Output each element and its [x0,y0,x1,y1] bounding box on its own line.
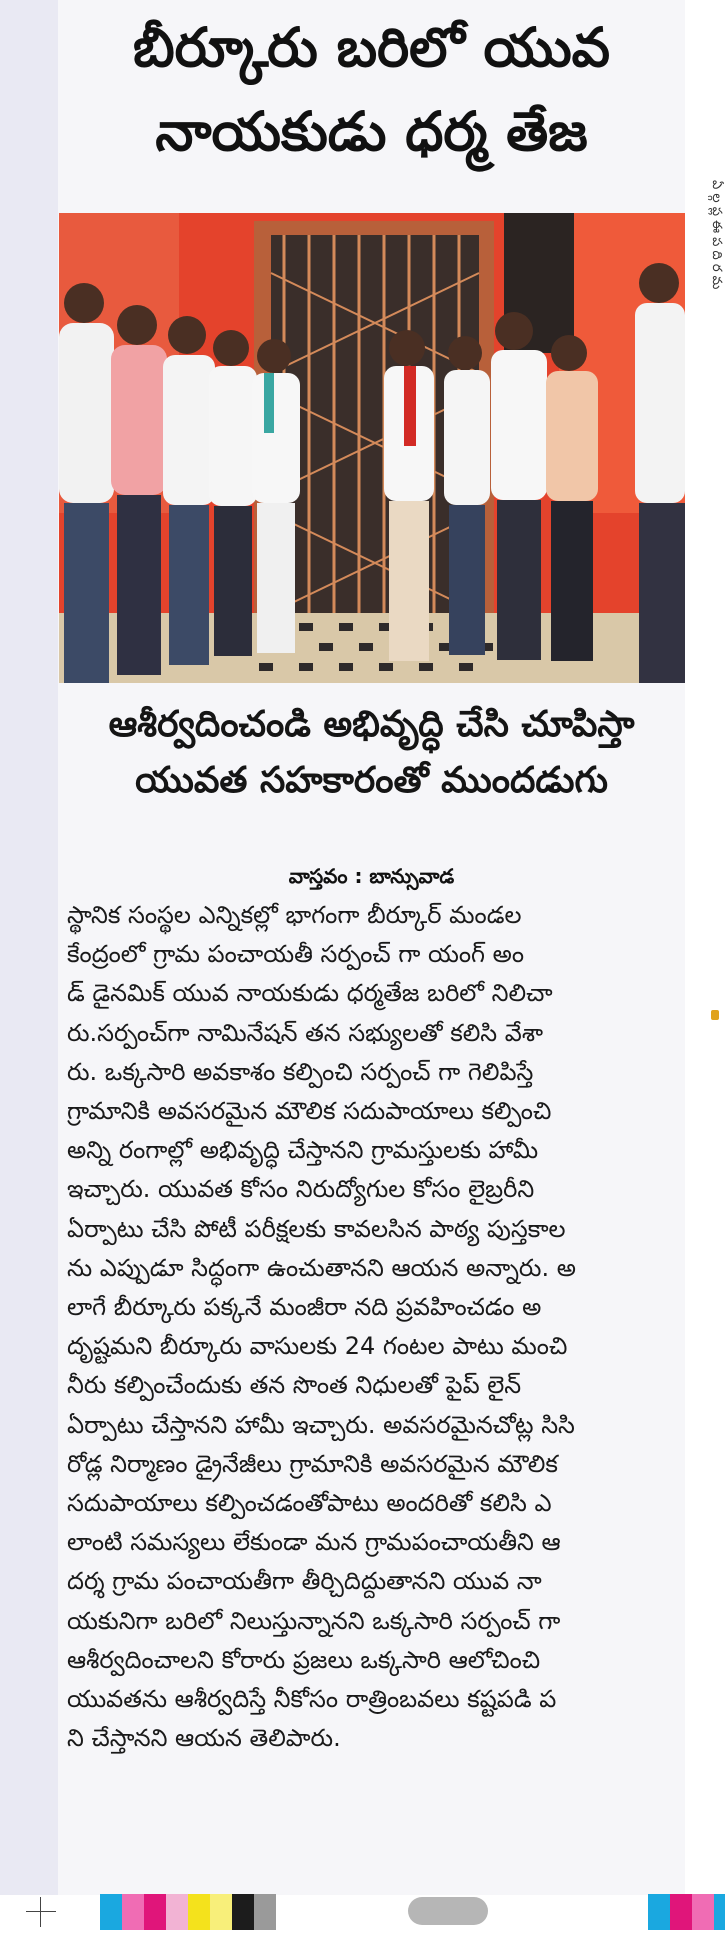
body-line: సదుపాయాలు కల్పించడంతోపాటు అందరితో కలిసి ఎ [67,1489,552,1518]
article-body [67,896,677,1758]
cyan-swatch-edge [714,1894,725,1930]
body-line: ను ఎప్పుడూ సిద్ధంగా ఉంచుతానని ఆయన అన్నారు. అ [67,1253,576,1282]
registration-mark-vertical [40,1897,41,1927]
body-line: ఏర్పాటు చేసి పోటీ పరీక్షలకు కావలసిన పాఠ్య పుస్తకాల [67,1214,566,1243]
subheadline-line-1: ఆశీర్వదించండి అభివృద్ధి చేసి చూపిస్తా [108,704,635,745]
body-line: కేంద్రంలో గ్రామ పంచాయతీ సర్పంచ్ గా యంగ్ అం [67,940,525,969]
adjacent-column-bullet [711,1010,719,1020]
yellow-swatch [188,1894,210,1930]
subheadline-line-2: యువత సహకారంతో ముందడుగు [135,760,608,801]
body-line: లాంటి సమస్యలు లేకుండా మన గ్రామపంచాయతీని ఆ [67,1528,561,1557]
magenta-swatch [144,1894,166,1930]
body-line: అన్ని రంగాల్లో అభివృద్ధి చేస్తానని గ్రామస్తులకు హామీ [67,1136,539,1165]
adjacent-column-text: ఏ ల్గ ప్ల ఈ ప ది ర మ [709,180,724,290]
headline-line-2: నాయకుడు ధర్మ తేజ [155,100,588,163]
gray-swatch [254,1894,276,1930]
body-line: డ్ డైనమిక్ యువ నాయకుడు ధర్మతేజ బరిలో నిలిచా [67,979,553,1008]
magenta-swatch-right [670,1894,692,1930]
headline [58,6,685,174]
registration-pill [408,1897,488,1925]
pink-swatch [166,1894,188,1930]
body-line: రోడ్ల నిర్మాణం డ్రైనేజీలు గ్రామానికి అవసరమైన మౌలిక [67,1449,558,1478]
body-line: రు.సర్పంచ్‌గా నామినేషన్ తన సభ్యులతో కలిసి వేశా [67,1018,544,1047]
byline: వాస్తవం : బాన్సువాడ [288,864,455,888]
news-photo [59,213,685,683]
body-line: యువతను ఆశీర్వదిస్తే నీకోసం రాత్రింబవలు కష్టపడి ప [67,1685,557,1714]
body-line: లాగే బీర్కూరు పక్కనే మంజీరా నది ప్రవహించడం అ [67,1293,542,1322]
body-line: ఇచ్చారు. యువత కోసం నిరుద్యోగుల కోసం లైబ్రరీని [67,1175,535,1204]
black-swatch [232,1894,254,1930]
light-magenta-swatch [122,1894,144,1930]
page-left-margin [0,0,58,1895]
body-line: గ్రామానికి అవసరమైన మౌలిక సదుపాయాలు కల్పించి [67,1097,552,1126]
pink-swatch-right [692,1894,714,1930]
body-line: దృష్టమని బీర్కూరు వాసులకు 24 గంటల పాటు మంచి [67,1332,568,1361]
body-line: నీరు కల్పించేందుకు తన సొంత నిధులతో పైప్ లైన్ [67,1371,522,1400]
headline-line-1: బీర్కూరు బరిలో యువ [132,16,611,79]
body-line: ఏర్పాటు చేస్తానని హామీ ఇచ్చారు. అవసరమైనచోట్ల సిసి [67,1410,575,1439]
body-line: రు. ఒక్కసారి అవకాశం కల్పించి సర్పంచ్ గా గెలిపిస్తే [67,1057,534,1086]
cyan-swatch [100,1894,122,1930]
body-line: స్థానిక సంస్థల ఎన్నికల్లో భాగంగా బీర్కూర్ మండల [67,901,522,929]
body-line: ఆశీర్వదించాలని కోరారు ప్రజలు ఒక్కసారి ఆలోచించి [67,1645,541,1674]
body-line: ని చేస్తానని ఆయన తెలిపారు. [67,1724,341,1753]
cyan-swatch-right [648,1894,670,1930]
body-line: యకునిగా బరిలో నిలుస్తున్నానని ఒక్కసారి సర్పంచ్ గా [67,1606,561,1635]
subheadline [58,697,685,809]
light-yellow-swatch [210,1894,232,1930]
body-line: దర్శ గ్రామ పంచాయతీగా తీర్చిదిద్దుతానని యువ నా [67,1567,542,1596]
registration-mark [26,1911,56,1912]
